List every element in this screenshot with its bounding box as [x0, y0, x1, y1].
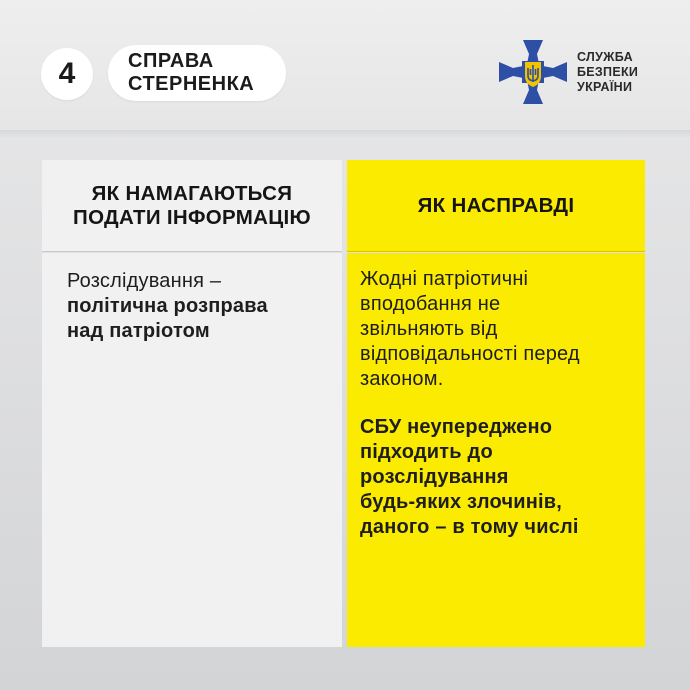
header-divider	[0, 130, 690, 138]
sbu-logo-text	[577, 50, 638, 95]
right-body-regular-line-2: вподобання не	[360, 293, 501, 315]
paragraph-gap	[360, 392, 645, 415]
sbu-cross-emblem-icon	[498, 38, 568, 106]
right-body-regular-line-1: Жодні патріотичні	[360, 268, 529, 290]
right-body-bold-line-5: даного – в тому числі	[360, 516, 579, 538]
left-body-regular: Розслідування –	[67, 270, 222, 292]
episode-title-pill	[108, 45, 286, 101]
right-heading: ЯК НАСПРАВДІ	[417, 193, 575, 217]
sbu-logo-line-2: БЕЗПЕКИ	[577, 65, 639, 79]
right-body-regular-line-4: відповідальності перед	[360, 343, 580, 365]
left-body-bold-line-2: над патріотом	[67, 320, 210, 342]
header-bar	[0, 0, 690, 130]
sbu-logo-line-3: УКРАЇНИ	[577, 80, 633, 94]
sbu-logo-line-1: СЛУЖБА	[577, 50, 633, 64]
left-body-bold-line-1: політична розправа	[67, 295, 268, 317]
left-column-heading	[42, 160, 342, 252]
right-body-bold-line-4: будь-яких злочинів,	[360, 491, 563, 513]
left-heading-line-1: ЯК НАМАГАЮТЬСЯ	[91, 181, 293, 205]
right-body-bold-line-2: підходить до	[360, 441, 493, 463]
episode-title-line-1: СПРАВА	[128, 50, 214, 72]
left-heading-line-2: ПОДАТИ ІНФОРМАЦІЮ	[73, 205, 311, 229]
episode-title-line-2: СТЕРНЕНКА	[128, 73, 255, 95]
right-body-regular-line-5: законом.	[360, 368, 444, 390]
sbu-logo	[498, 38, 648, 106]
right-column-heading	[347, 160, 645, 252]
right-body-bold-line-3: розслідування	[360, 466, 509, 488]
left-column-body	[42, 253, 342, 647]
right-column-body	[347, 253, 645, 647]
right-body-bold-line-1: СБУ неупереджено	[360, 416, 553, 438]
right-body-regular-line-3: звільняють від	[360, 318, 498, 340]
episode-number-badge: 4	[41, 48, 93, 100]
